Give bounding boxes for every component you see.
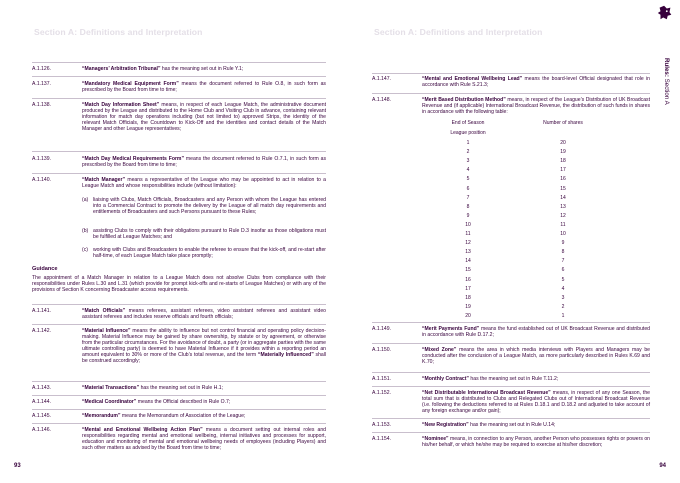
divider [32, 423, 326, 424]
table-cell-shares: 8 [561, 249, 565, 256]
table-cell-position: 1 [466, 140, 470, 146]
table-cell-position: 15 [465, 267, 471, 274]
table-cell-position: 4 [466, 167, 470, 174]
divider [372, 93, 650, 94]
table-cell-shares: 13 [560, 203, 566, 210]
table-cell-position: 10 [465, 221, 471, 228]
table-cell-shares: 19 [560, 149, 566, 156]
divider [32, 324, 326, 325]
table-cell-shares: 12 [560, 212, 566, 219]
table-cell-shares: 2 [561, 303, 565, 310]
divider [32, 173, 326, 174]
divider [32, 62, 326, 63]
table-cell-position: 5 [466, 176, 470, 183]
table-cell-position: 8 [466, 203, 470, 210]
table-cell-position: 12 [465, 240, 471, 247]
divider [32, 395, 326, 396]
divider [32, 381, 326, 382]
table-header-position-2: League position [450, 130, 486, 136]
table-cell-position: 6 [466, 185, 470, 192]
table-cell-position: 3 [466, 158, 470, 165]
table-cell-shares: 17 [560, 167, 566, 174]
table-cell-position: 18 [465, 294, 471, 301]
league-lion-logo-icon [656, 4, 674, 22]
table-cell-position: 9 [466, 212, 470, 219]
table-cell-shares: 11 [560, 221, 566, 228]
right-page: Section A: Definitions and Interpretation Rules: Section A A.1.147. “Mental and Emotional Wellbeing Lead” means the board-level Official designated that role in accordance with Rule S.21.3; A.1.148. “Merit Based Distribution Method” means, in respect of the League’s Distribution of UK Broadcast Revenue and (if applicable) International Broadcast Revenue, the distribution of such funds in shares in accordance with the following table: End of Season Number of shares League position 1 20 2 19 3 18 4 17 5 16 6 15 7 14 8 13 9 12 10 11 11 10 12 9 13 8 14 7 15 6 16 5 17 4 18 3 19 2 20 1 A.1.149. “Merit Payments Fund” means the fund established out of UK Broadcast Revenue and distributed in accordance with Rule D.17.2; A.1.150. “Mixed Zone” means the area in which media interviews with Players and Managers may be conducted after the conclusion of a League Match, as more particularly described in Rules K.69 and K.70; A.1.151. “Monthly Contract” has the meaning set out in Rule T.11.2; A.1.152. “Net Distributable International Broadcast Revenue” means, in respect of any one Season, the total sum that is distributed to Clubs and Relegated Clubs out of International Broadcast Revenue (i.e. following the deductions referred to at Rules D.18.1 and D.18.2 and adjusted to take account of any foreign exchange and/or gain); A.1.153. “New Registration” has the meaning set out in Rule U.14; A.1.154. “Nominee” means, in connection to any Person, another Person who possesses rights or powers on his/her behalf, or which he/she may be required to exercise at his/her discretion; 94 [340, 0, 680, 483]
guidance-text: The appointment of a Match Manager in relation to a League Match does not absolve Clubs from compliance with their responsibilities under Rules L.30 and L.31 (which provide for prompt kick-offs and re-starts of League Matches) or with any of the provisions of Section K concerning Broadcaster access requirements. [32, 275, 326, 294]
table-cell-position: 17 [465, 285, 471, 292]
divider [372, 432, 650, 433]
divider [372, 372, 650, 373]
table-header-position: End of Season [451, 120, 485, 126]
table-cell-shares: 14 [560, 194, 566, 201]
table-cell-shares: 6 [561, 267, 565, 274]
table-cell-shares: 10 [560, 231, 566, 237]
table-cell-shares: 15 [560, 185, 566, 192]
table-cell-shares: 20 [560, 140, 566, 146]
table-cell-position: 14 [465, 258, 471, 265]
table-cell-position: 13 [465, 249, 471, 256]
table-cell-position: 11 [465, 231, 471, 237]
table-cell-shares: 5 [561, 276, 565, 283]
divider [32, 151, 326, 152]
divider [32, 76, 326, 77]
table-cell-position: 20 [465, 312, 471, 319]
divider [372, 343, 650, 344]
divider [372, 73, 650, 74]
table-header-shares: Number of shares [543, 120, 583, 126]
table-cell-shares: 1 [561, 312, 565, 319]
table-cell-shares: 4 [561, 285, 565, 292]
divider [372, 418, 650, 419]
divider [372, 322, 650, 323]
right-section-title: Section A: Definitions and Interpretation [374, 27, 543, 37]
left-page-number: 93 [14, 463, 21, 469]
table-cell-shares: 18 [560, 158, 566, 165]
table-cell-position: 16 [465, 276, 471, 283]
guidance-heading: Guidance [32, 266, 58, 272]
table-cell-position: 19 [465, 303, 471, 310]
table-cell-shares: 7 [561, 258, 565, 265]
table-cell-shares: 3 [561, 294, 565, 301]
side-label: Rules: Section A [663, 58, 670, 105]
left-page: Section A: Definitions and Interpretation A.1.126. “Managers’ Arbitration Tribunal” has the meaning set out in Rule Y.1; A.1.137. “Mandatory Medical Equipment Form” means the document referred to Rule O.8, in such form as prescribed by the Board from time to time; A.1.138. “Match Day Information Sheet” means, in respect of each League Match, the administrative document produced by the League and distributed to the Home Club and Visiting Club in advance, containing relevant information for match day operations including (but not limited to) approved Strips, the identity of the relevant Match Officials, the Countdown to Kick-Off and the identities and contact details of the Match Manager and other League representatives; A.1.139. “Match Day Medical Requirements Form” means the document referred to Rule O.7.1, in such form as prescribed by the Board from time to time; A.1.140. “Match Manager” means a representative of the League who may be appointed to act in relation to a League Match and whose responsibilities include (without limitation): (a) liaising with Clubs, Match Officials, Broadcasters and any Person with whom the League has entered into a Commercial Contract to promote the delivery by the League of all match day requirements and entitlements of Broadcasters and such Persons pursuant to these Rules; (b) assisting Clubs to comply with their obligations pursuant to Rule D.3 insofar as those obligations must be fulfilled at League Matches; and (c) working with Clubs and Broadcasters to enable the referee to ensure that the kick-off, and re-start after half-time, of each League Match take place promptly; Guidance The appointment of a Match Manager in relation to a League Match does not absolve Clubs from compliance with their responsibilities under Rules L.30 and L.31 (which provide for prompt kick-offs and re-starts of League Matches) or with any of the provisions of Section K concerning Broadcaster access requirements. A.1.141. “Match Officials” means referees, assistant referees, video assistant referees and assistant video assistant referees and includes reserve officials and fourth officials; A.1.142. “Material Influence” means the ability to influence but not control financial and operating policy decision-making. Material Influence may be gained by share ownership, by statute or by agreement, or otherwise from the particular circumstances. For the avoidance of doubt, a party (or in aggregate parties with the same ultimate controlling party) is deemed to have Material Influence if it provides within a reporting period an amount equivalent to 30% or more of the Club’s total revenue, and the term “Materially Influenced” shall be construed accordingly; A.1.143. “Material Transactions” has the meaning set out in Rule H.1; A.1.144. “Medical Coordinator” means the Official described in Rule O.7; A.1.145. “Memorandum” means the Memorandum of Association of the League; A.1.146. “Mental and Emotional Wellbeing Action Plan” means a document setting out internal roles and responsibilities regarding mental and emotional wellbeing, internal initiatives and processes for support, education and monitoring of mental and emotional wellbeing needs of employees (including Players) and such other matters as advised by the Board from time to time; 93 [0, 0, 340, 483]
guidance-block [32, 266, 326, 293]
table-cell-position: 2 [466, 149, 470, 156]
left-section-title: Section A: Definitions and Interpretation [34, 27, 203, 37]
right-page-number: 94 [659, 463, 666, 469]
divider [32, 304, 326, 305]
divider [32, 98, 326, 99]
table-cell-shares: 9 [561, 240, 565, 247]
divider [372, 386, 650, 387]
divider [32, 409, 326, 410]
table-cell-position: 7 [466, 194, 470, 201]
table-cell-shares: 16 [560, 176, 566, 183]
